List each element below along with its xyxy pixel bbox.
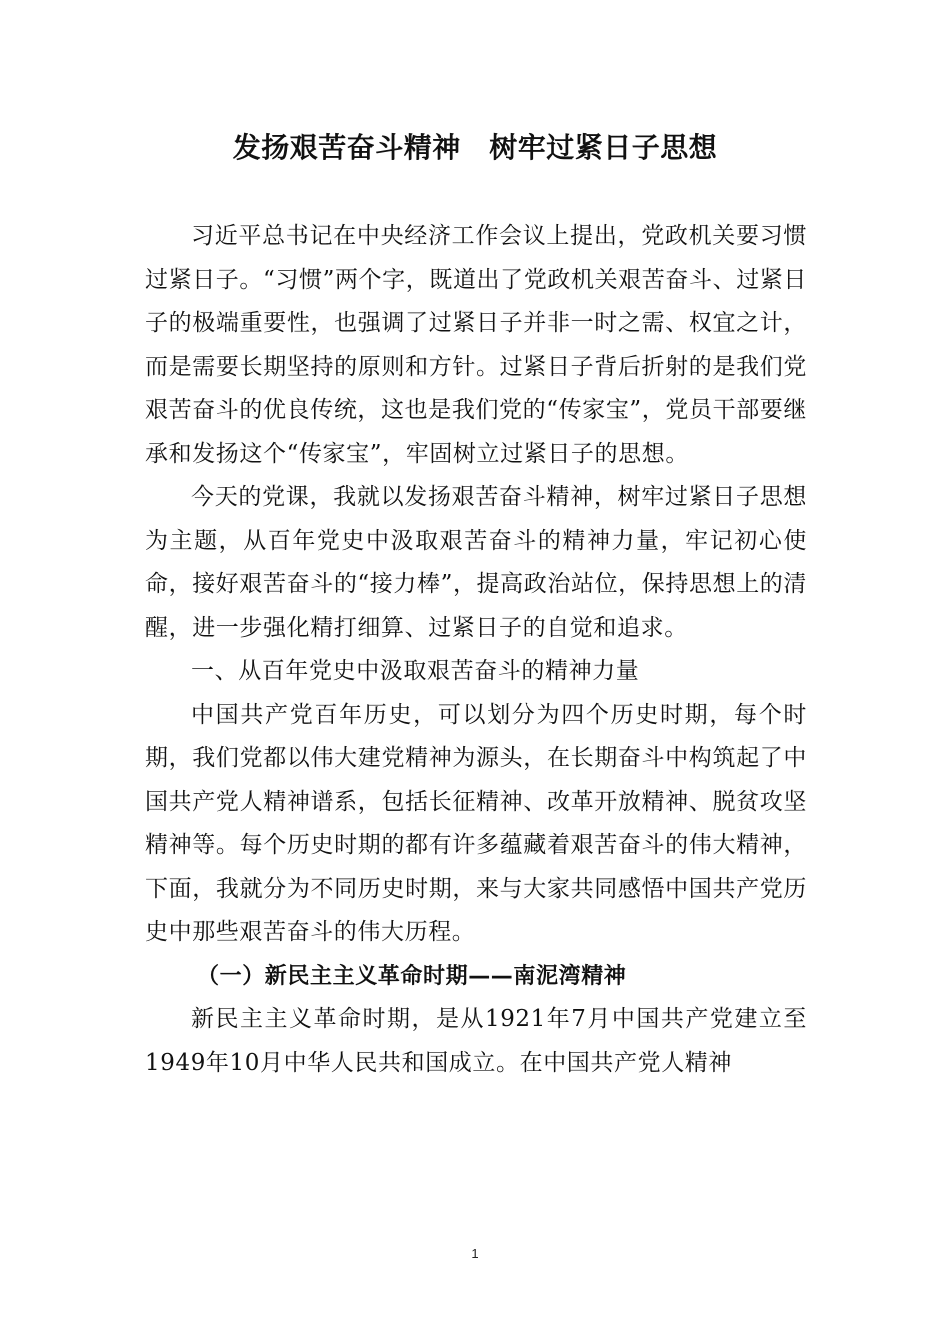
body-paragraph: 习近平总书记在中央经济工作会议上提出，党政机关要习惯过紧日子。“习惯”两个字，既道出了党政机关艰苦奋斗、过紧日子的极端重要性，也强调了过紧日子并非一时之需、权宜之计，而是需要长期坚持的原则和方针。过紧日子背后折射的是我们党艰苦奋斗的优良传统，这也是我们党的“传家宝”，党员干部要继承和发扬这个“传家宝”，牢固树立过紧日子的思想。 xyxy=(145,223,807,467)
body-paragraph: 中国共产党百年历史，可以划分为四个历史时期，每个时期，我们党都以伟大建党精神为源头，在长期奋斗中构筑起了中国共产党人精神谱系，包括长征精神、改革开放精神、脱贫攻坚精神等。每个历史时期的都有许多蕴藏着艰苦奋斗的伟大精神，下面，我就分为不同历史时期，来与大家共同感悟中国共产党历史中那些艰苦奋斗的伟大历程。 xyxy=(145,701,807,945)
body-paragraph: 今天的党课，我就以发扬艰苦奋斗精神，树牢过紧日子思想为主题，从百年党史中汲取艰苦奋斗的精神力量，牢记初心使命，接好艰苦奋斗的“接力棒”，提高政治站位，保持思想上的清醒，进一步强化精打细算、过紧日子的自觉和追求。 xyxy=(145,484,807,641)
subsection-heading: （一）新民主主义革命时期——南泥湾精神 xyxy=(197,963,627,989)
section-heading: 一、从百年党史中汲取艰苦奋斗的精神力量 xyxy=(191,658,640,684)
page-number: 1 xyxy=(471,1246,479,1261)
body-paragraph: 新民主主义革命时期，是从1921年7月中国共产党建立至1949年10月中华人民共和国成立。在中国共产党人精神 xyxy=(145,1006,807,1076)
document-title: 发扬艰苦奋斗精神 树牢过紧日子思想 xyxy=(232,131,718,164)
document-body xyxy=(145,215,807,1085)
